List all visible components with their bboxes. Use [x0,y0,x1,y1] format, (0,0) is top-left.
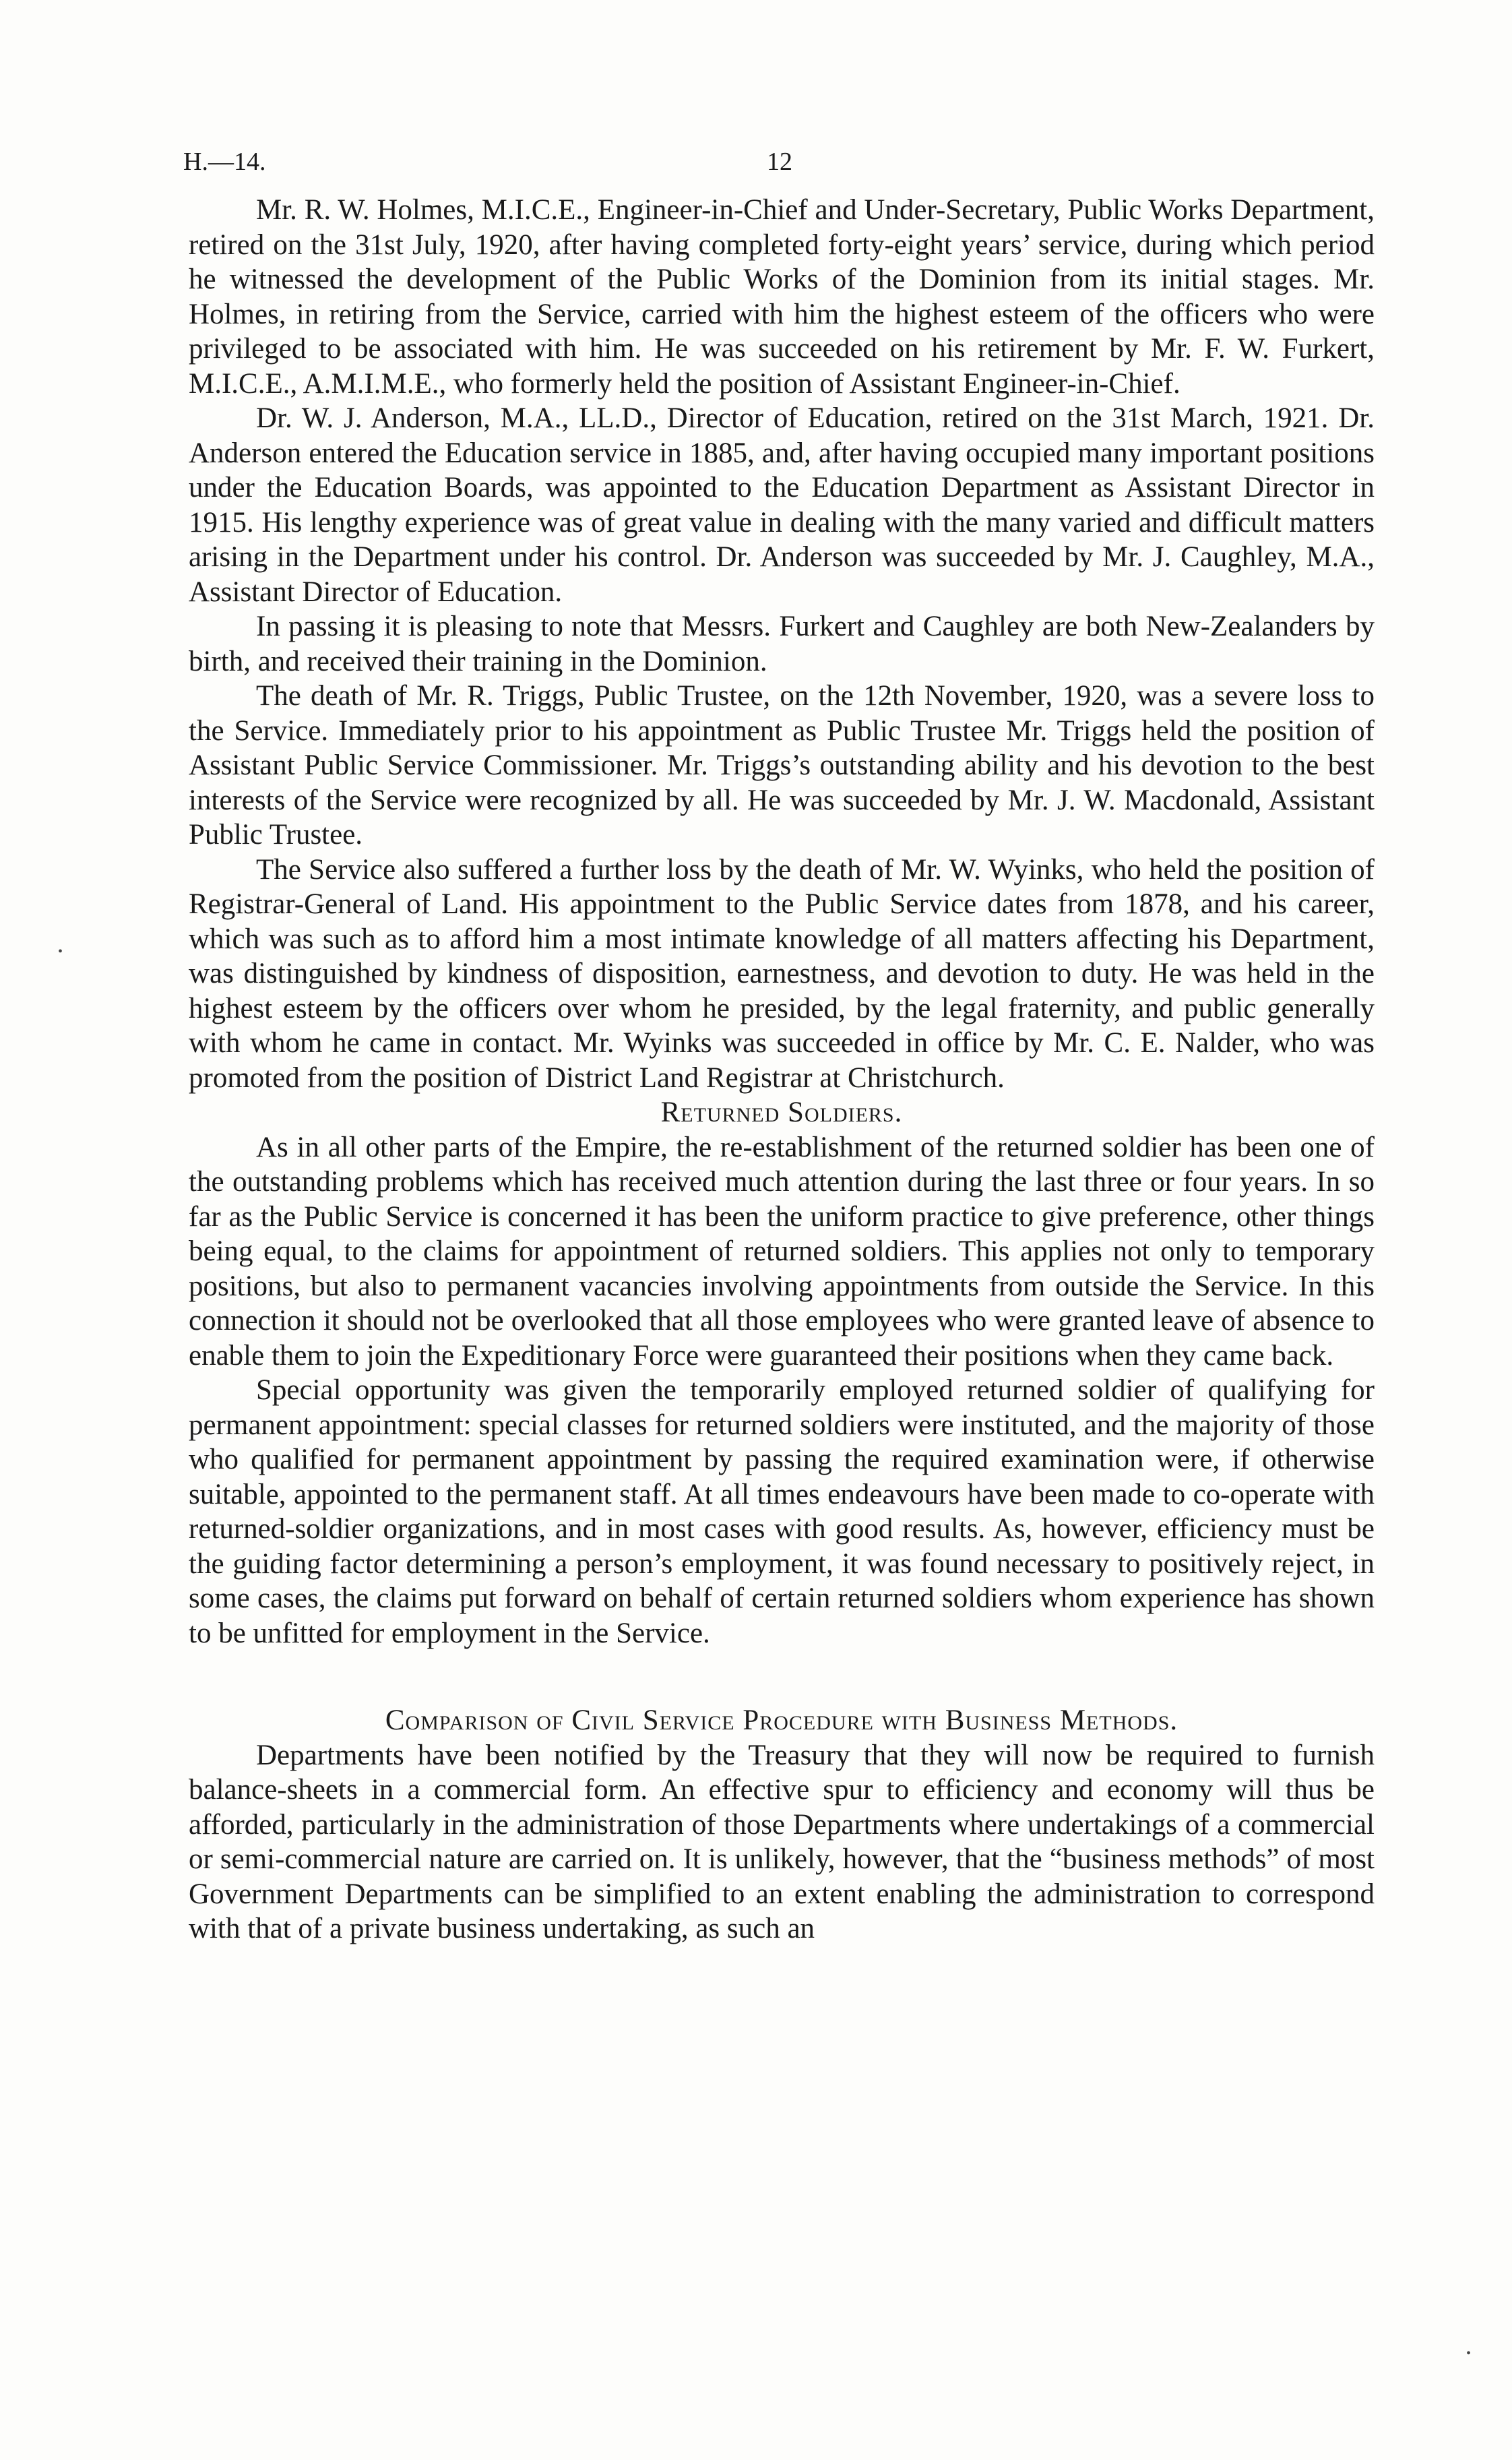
document-body [189,193,1375,1946]
paragraph-wyinks: The Service also suffered a further loss by the death of Mr. W. Wyinks, who held the position of Registrar-General of Land. His appointment to the Public Service dates from 1878, and his career, which was such as to afford him a most intimate knowledge of all matters affecting his Department, was distinguished by kindness of disposition, earnestness, and devotion to duty. He was held in the highest esteem by the officers over whom he presided, by the legal fraternity, and public generally with whom he came in contact. Mr. Wyinks was succeeded in office by Mr. C. E. Nalder, who was promoted from the position of District Land Registrar at Christchurch. [189,853,1375,1094]
paragraph-comparison-1: Departments have been notified by the Treasury that they will now be required to furnish balance-sheets in a commercial form. An effective spur to efficiency and economy will thus be afforded, particularly in the administration of those Departments where undertakings of a commercial or semi-commercial nature are carried on. It is unlikely, however, that the “business methods” of most Government Departments can be simplified to an extent enabling the administration to correspond with that of a private business undertaking, as such an [189,1739,1375,1944]
paragraph-returned-soldiers-2: Special opportunity was given the temporarily employed returned soldier of qualifying for permanent appointment: special classes for returned soldiers were instituted, and the majority of those who qualified for permanent appointment by passing the required examination were, if otherwise suitable, appointed to the permanent staff. At all times endeavours have been made to co-operate with returned-soldier organizations, and in most cases with good results. As, however, efficiency must be the guiding factor determining a person’s employment, it was found necessary to positively reject, in some cases, the claims put forward on behalf of certain returned soldiers whom experience has shown to be unfitted for employment in the Service. [189,1374,1375,1649]
paragraph-triggs: The death of Mr. R. Triggs, Public Trustee, on the 12th November, 1920, was a severe loss to the Service. Immediately prior to his appointment as Public Trustee Mr. Triggs held the position of Assistant Public Service Commissioner. Mr. Triggs’s outstanding ability and his devotion to the best interests of the Service were recognized by all. He was succeeded by Mr. J. W. Macdonald, Assistant Public Trustee. [189,680,1375,851]
paragraph-anderson: Dr. W. J. Anderson, M.A., LL.D., Director of Education, retired on the 31st March, 1921. Dr. Anderson entered the Education service in 1885, and, after having occupied many important positions under the Education Boards, was appointed to the Education Department as Assistant Director in 1915. His lengthy experience was of great value in dealing with the many varied and difficult matters arising in the Department under his control. Dr. Anderson was succeeded by Mr. J. Caughley, M.A., Assistant Director of Education. [189,402,1375,608]
margin-mark: • [58,944,63,959]
paragraph-passing: In passing it is pleasing to note that Messrs. Furkert and Caughley are both New-Zealanders by birth, and received their training in the Dominion. [189,611,1375,677]
heading-returned-soldiers: Returned Soldiers. [660,1097,903,1128]
page-number: 12 [767,148,792,176]
paragraph-holmes: Mr. R. W. Holmes, M.I.C.E., Engineer-in-Chief and Under-Secretary, Public Works Department, retired on the 31st July, 1920, after having completed forty-eight years’ service, during which period he witnessed the development of the Public Works of the Dominion from its initial stages. Mr. Holmes, in retiring from the Service, carried with him the highest esteem of the officers who were privileged to be associated with him. He was succeeded on his retirement by Mr. F. W. Furkert, M.I.C.E., A.M.I.M.E., who formerly held the position of Assistant Engineer-in-Chief. [189,194,1375,400]
page-header [183,142,1376,182]
margin-mark: • [1466,2346,1472,2361]
paragraph-returned-soldiers-1: As in all other parts of the Empire, the re-establishment of the returned soldier has been one of the outstanding problems which has received much attention during the last three or four years. In so far as the Public Service is concerned it has been the uniform practice to give preference, other things being equal, to the claims for appointment of returned soldiers. This applies not only to temporary positions, but also to permanent vacancies involving appointments from outside the Service. In this connection it should not be overlooked that all those employees who were granted leave of absence to enable them to join the Expeditionary Force were guaranteed their positions when they came back. [189,1131,1375,1372]
document-reference: H.—14. [183,148,266,176]
heading-comparison: Comparison of Civil Service Procedure with Business Methods. [385,1704,1178,1736]
